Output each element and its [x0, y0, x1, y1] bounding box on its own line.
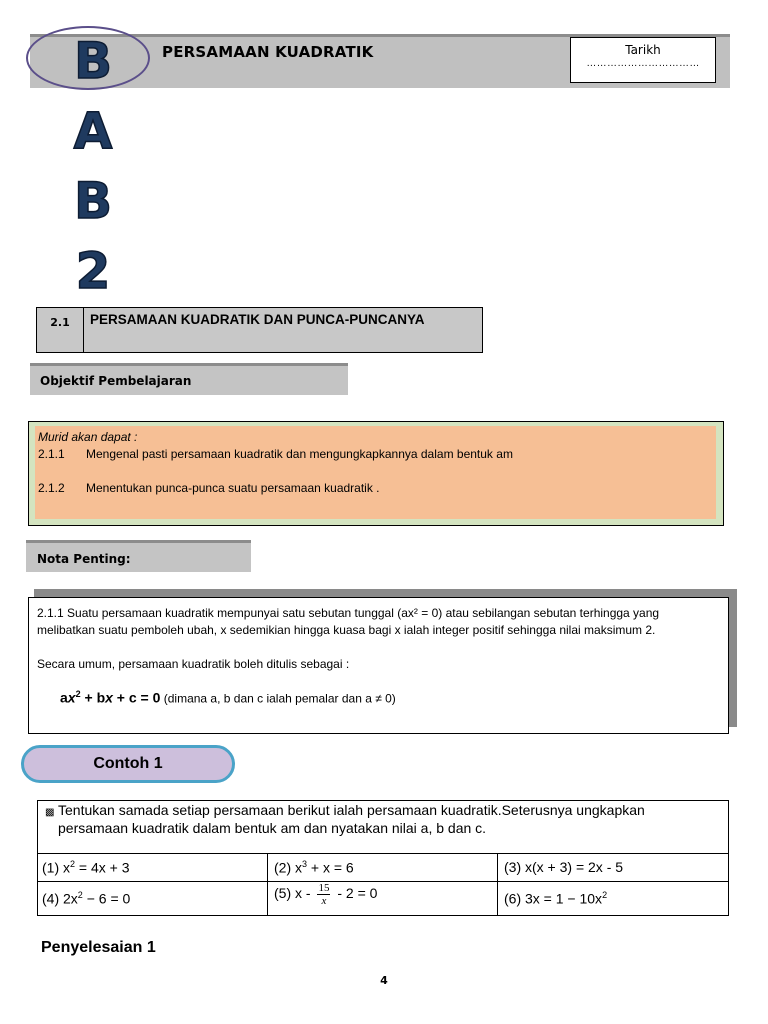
- date-field: ……………………………: [586, 58, 700, 69]
- objective-number: 2.1.1: [38, 447, 65, 461]
- table-divider: [37, 881, 729, 882]
- bullet-icon: ▩: [45, 807, 55, 818]
- objectives-intro: Murid akan dapat :: [38, 430, 138, 444]
- date-box: [570, 37, 716, 83]
- bab-letter-b: B: [73, 32, 113, 90]
- question-item-3: (3) x(x + 3) = 2x - 5: [504, 859, 624, 875]
- bab-number: 2: [75, 242, 111, 300]
- section-title: PERSAMAAN KUADRATIK DAN PUNCA-PUNCANYA: [90, 312, 425, 327]
- fraction: $\frac{15}{x}$: [318, 882, 330, 907]
- formula-note: (dimana a, b dan c ialah pemalar dan a ≠ 0): [160, 691, 396, 706]
- note-line: Secara umum, persamaan kuadratik boleh ditulis sebagai :: [37, 657, 350, 671]
- section-number-cell: [36, 307, 84, 353]
- general-form-formula: $ax^2$ + bx + c = 0 (dimana a, b dan c ialah pemalar dan a ≠ 0): [60, 689, 396, 706]
- objektif-label: Objektif Pembelajaran: [40, 374, 192, 388]
- objective-number: 2.1.2: [38, 481, 65, 495]
- question-instruction: persamaan kuadratik dalam bentuk am dan nyatakan nilai a, b dan c.: [58, 820, 487, 836]
- objective-text: Menentukan punca-punca suatu persamaan kuadratik .: [86, 481, 380, 495]
- objective-text: Mengenal pasti persamaan kuadratik dan mengungkapkannya dalam bentuk am: [86, 447, 513, 461]
- question-instruction: Tentukan samada setiap persamaan berikut ialah persamaan kuadratik.Seterusnya ungkapkan: [58, 802, 645, 818]
- table-divider: [267, 853, 268, 916]
- note-line: 2.1.1 Suatu persamaan kuadratik mempunyai satu sebutan tunggal (ax² = 0) atau sebilangan sebutan terhingga yang: [37, 606, 660, 620]
- table-divider: [497, 853, 498, 916]
- nota-label: Nota Penting:: [37, 552, 131, 566]
- question-item-6: (6) $3x = 1 - 10x^2$: [504, 890, 608, 907]
- chapter-title: PERSAMAAN KUADRATIK: [162, 43, 374, 61]
- question-item-4: (4) $2x^2 - 6 = 0$: [42, 890, 131, 907]
- question-item-5: (5) x - $\frac{15}{x}$ - 2 = 0: [274, 882, 378, 907]
- date-label: Tarikh: [625, 43, 661, 57]
- solution-heading: Penyelesaian 1: [41, 939, 156, 956]
- section-number: 2.1: [50, 316, 70, 329]
- page-number: 4: [380, 974, 388, 987]
- question-item-2: (2) $x^3 + x = 6$: [274, 859, 354, 876]
- note-shadow: [728, 589, 737, 727]
- table-divider: [37, 853, 729, 854]
- example-label: Contoh 1: [93, 755, 163, 772]
- question-item-1: (1) $x^2 = 4x + 3$: [42, 859, 130, 876]
- note-line: melibatkan suatu pemboleh ubah, x sedemikian hingga kuasa bagi x ialah integer positif sehingga nilai maksimum 2.: [37, 623, 656, 637]
- bab-letter-b2: B: [73, 172, 113, 230]
- bab-letter-a: A: [73, 102, 113, 160]
